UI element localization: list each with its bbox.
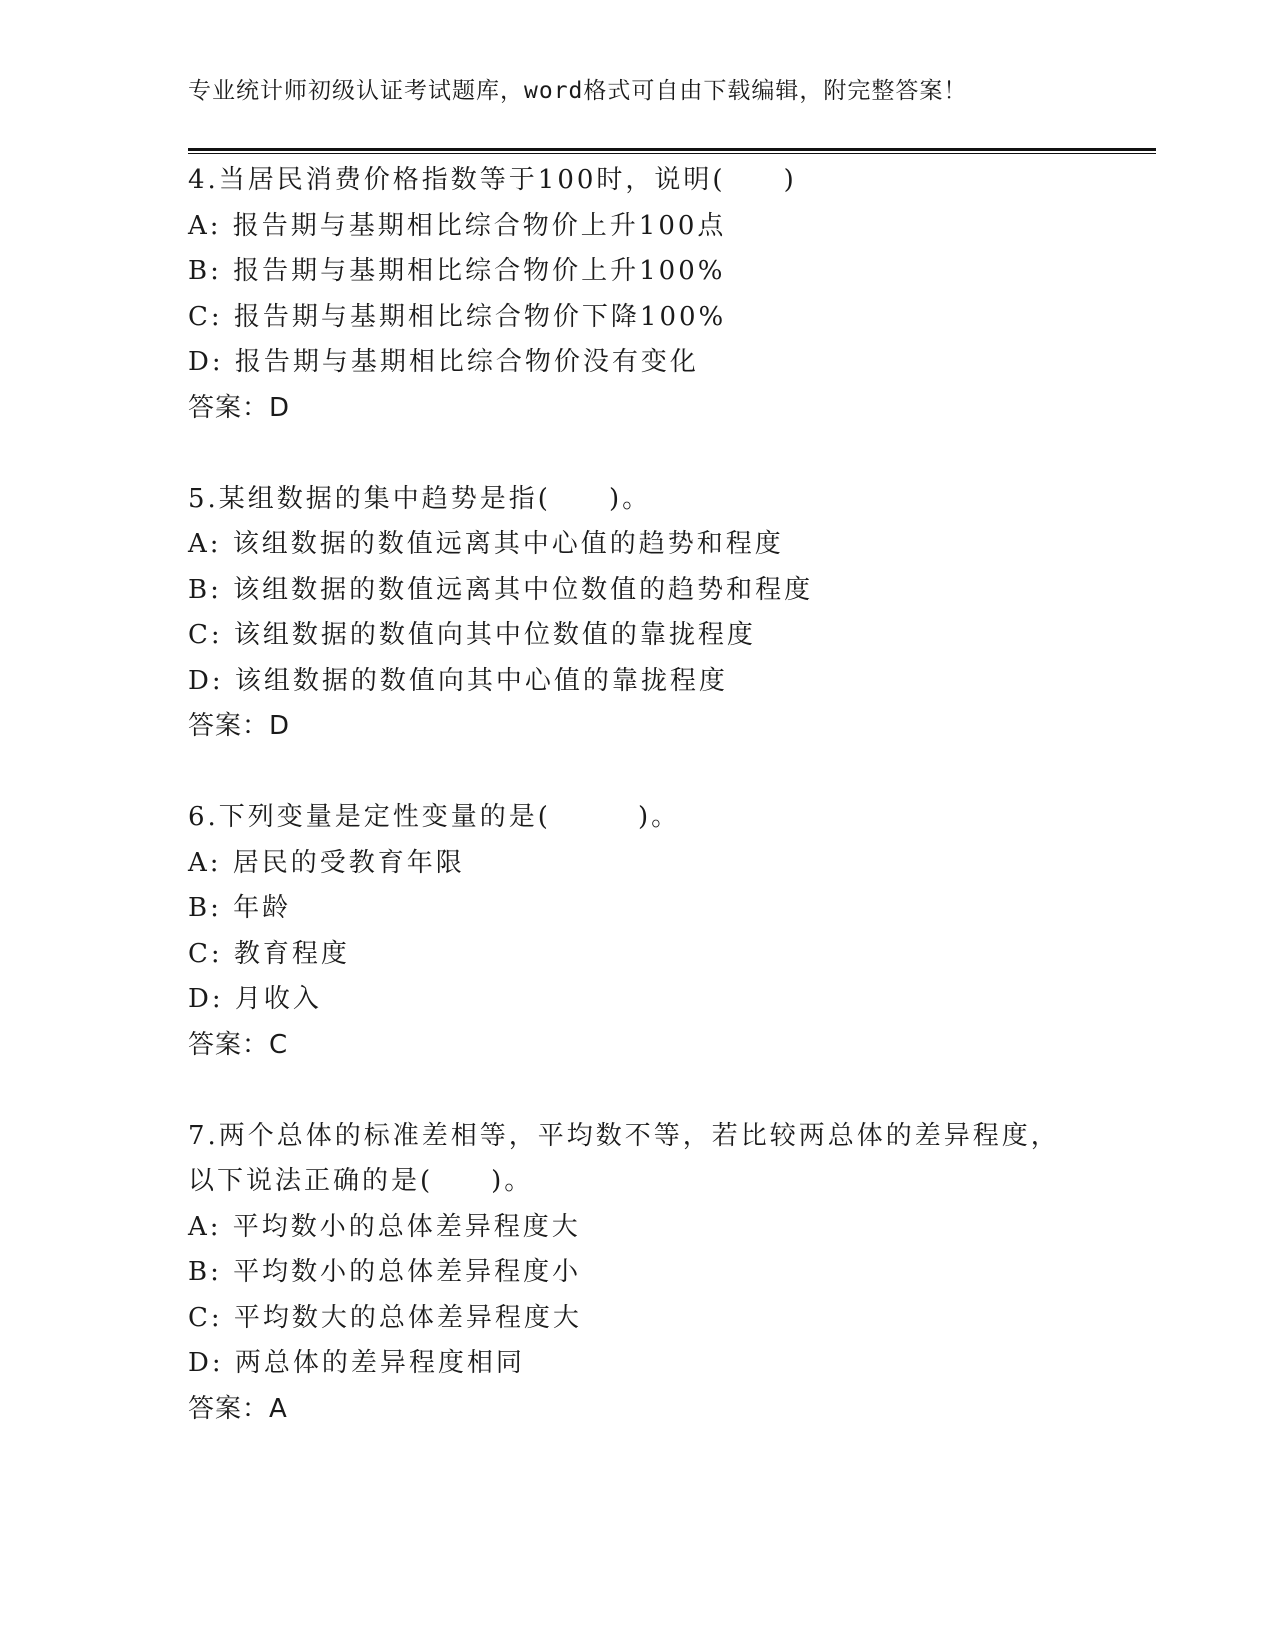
divider-thin-line (188, 153, 1156, 154)
question-stem-line-1: 7.两个总体的标准差相等，平均数不等，若比较两总体的差异程度， (188, 1120, 1060, 1151)
question-7 (188, 1114, 1148, 1433)
option-c: C: 平均数大的总体差异程度大 (188, 1302, 582, 1333)
option-c: C: 教育程度 (188, 938, 350, 969)
question-stem: 4.当居民消费价格指数等于100时，说明( ) (188, 165, 797, 195)
header-divider (188, 148, 1156, 154)
option-a: A: 该组数据的数值远离其中心值的趋势和程度 (188, 529, 784, 559)
divider-thick-line (188, 148, 1156, 151)
option-c: C: 该组数据的数值向其中位数值的靠拢程度 (188, 620, 756, 650)
question-stem-line-2: 以下说法正确的是( )。 (188, 1166, 534, 1196)
answer-label: 答案：D (188, 392, 291, 423)
option-a: A: 平均数小的总体差异程度大 (188, 1211, 581, 1242)
answer-label: 答案：D (188, 711, 291, 741)
option-b: B: 报告期与基期相比综合物价上升100% (188, 256, 726, 286)
option-b: B: 年龄 (188, 893, 292, 923)
option-a: A: 居民的受教育年限 (188, 847, 465, 878)
question-4 (188, 158, 1148, 431)
option-b: B: 平均数小的总体差异程度小 (188, 1257, 582, 1287)
answer-label: 答案：A (188, 1393, 288, 1424)
page-header: 专业统计师初级认证考试题库，word格式可自由下载编辑，附完整答案！ (188, 78, 968, 104)
question-6 (188, 795, 1148, 1068)
question-stem: 6.下列变量是定性变量的是( )。 (188, 802, 681, 832)
option-a: A: 报告期与基期相比综合物价上升100点 (188, 210, 727, 241)
option-c: C: 报告期与基期相比综合物价下降100% (188, 301, 727, 332)
answer-label: 答案：C (188, 1029, 289, 1060)
option-d: D: 月收入 (188, 984, 322, 1014)
option-d: D: 报告期与基期相比综合物价没有变化 (188, 347, 699, 377)
question-5 (188, 477, 1148, 750)
question-list (188, 158, 1148, 1478)
option-d: D: 两总体的差异程度相同 (188, 1348, 525, 1378)
option-d: D: 该组数据的数值向其中心值的靠拢程度 (188, 665, 728, 696)
question-stem: 5.某组数据的集中趋势是指( )。 (188, 483, 652, 514)
option-b: B: 该组数据的数值远离其中位数值的趋势和程度 (188, 574, 814, 605)
